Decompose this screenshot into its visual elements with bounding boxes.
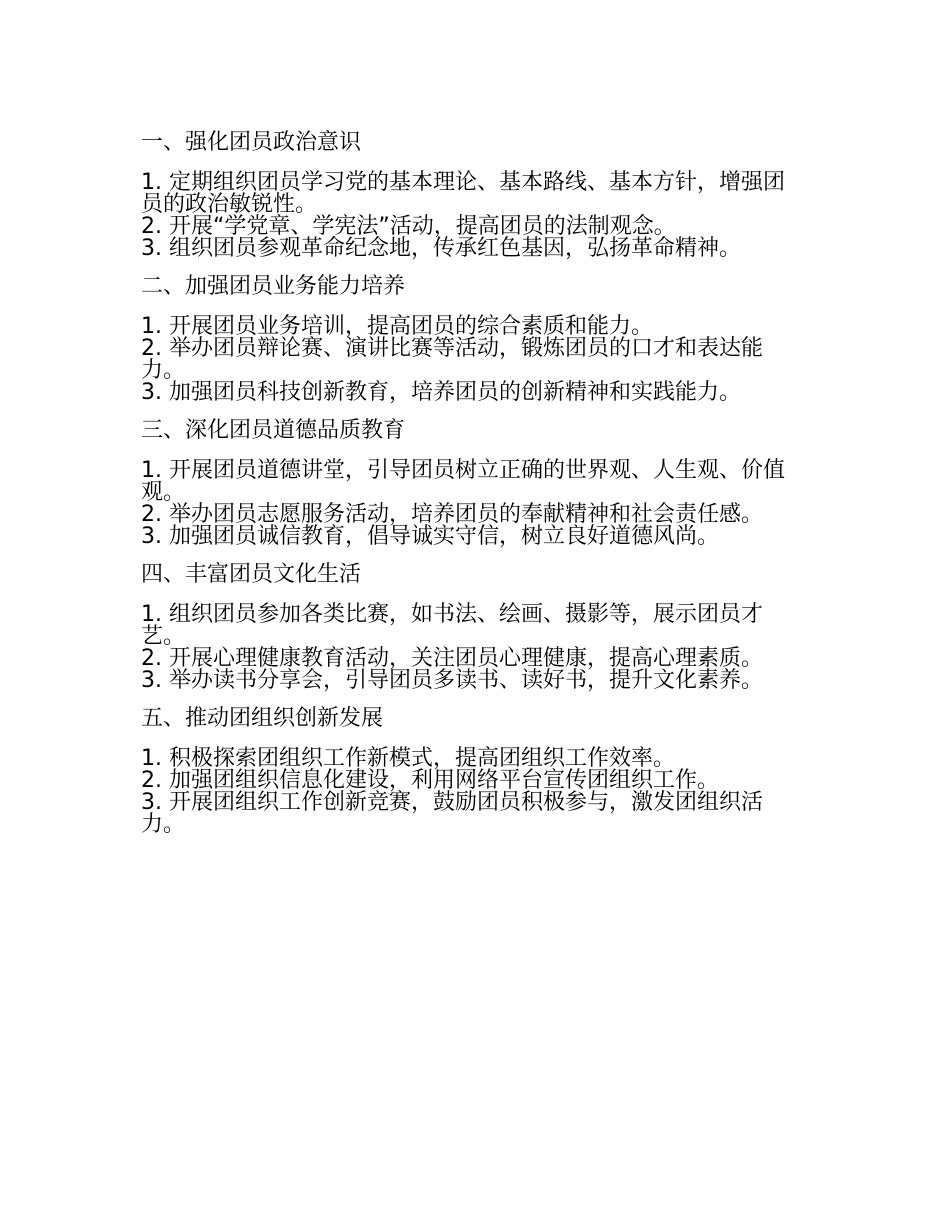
list-item: 2. 开展心理健康教育活动，关注团员心理健康，提高心理素质。 bbox=[141, 646, 763, 671]
list-item: 1. 开展团员道德讲堂，引导团员树立正确的世界观、人生观、价值观。 bbox=[141, 458, 785, 505]
list-item: 3. 加强团员科技创新教育，培养团员的创新精神和实践能力。 bbox=[141, 380, 741, 405]
list-item: 2. 加强团组织信息化建设，利用网络平台宣传团组织工作。 bbox=[141, 768, 719, 793]
list-item: 1. 组织团员参加各类比赛，如书法、绘画、摄影等，展示团员才艺。 bbox=[141, 602, 763, 649]
section-heading: 五、推动团组织创新发展 bbox=[141, 706, 384, 731]
list-item: 3. 举办读书分享会，引导团员多读书、读好书，提升文化素养。 bbox=[141, 668, 763, 693]
list-item: 3. 加强团员诚信教育，倡导诚实守信，树立良好道德风尚。 bbox=[141, 524, 719, 549]
document-page bbox=[141, 128, 801, 848]
item-list bbox=[141, 460, 801, 548]
section-innovation bbox=[141, 704, 801, 836]
item-list bbox=[141, 748, 801, 836]
section-cultural-life bbox=[141, 560, 801, 692]
list-item: 3. 开展团组织工作创新竞赛，鼓励团员积极参与，激发团组织活力。 bbox=[141, 790, 763, 837]
section-business-ability bbox=[141, 272, 801, 404]
item-list bbox=[141, 604, 801, 692]
item-list bbox=[141, 316, 801, 404]
list-item: 1. 定期组织团员学习党的基本理论、基本路线、基本方针，增强团员的政治敏锐性。 bbox=[141, 170, 785, 217]
section-political-awareness bbox=[141, 128, 801, 260]
section-heading: 四、丰富团员文化生活 bbox=[141, 562, 362, 587]
section-heading: 一、强化团员政治意识 bbox=[141, 130, 362, 155]
list-item: 2. 举办团员志愿服务活动，培养团员的奉献精神和社会责任感。 bbox=[141, 502, 763, 527]
section-heading: 二、加强团员业务能力培养 bbox=[141, 274, 406, 299]
list-item: 2. 开展“学党章、学宪法”活动，提高团员的法制观念。 bbox=[141, 214, 676, 239]
list-item: 1. 开展团员业务培训，提高团员的综合素质和能力。 bbox=[141, 314, 653, 339]
item-list bbox=[141, 172, 801, 260]
section-heading: 三、深化团员道德品质教育 bbox=[141, 418, 406, 443]
list-item: 1. 积极探索团组织工作新模式，提高团组织工作效率。 bbox=[141, 746, 675, 771]
section-moral-education bbox=[141, 416, 801, 548]
list-item: 2. 举办团员辩论赛、演讲比赛等活动，锻炼团员的口才和表达能力。 bbox=[141, 336, 763, 383]
list-item: 3. 组织团员参观革命纪念地，传承红色基因，弘扬革命精神。 bbox=[141, 236, 741, 261]
